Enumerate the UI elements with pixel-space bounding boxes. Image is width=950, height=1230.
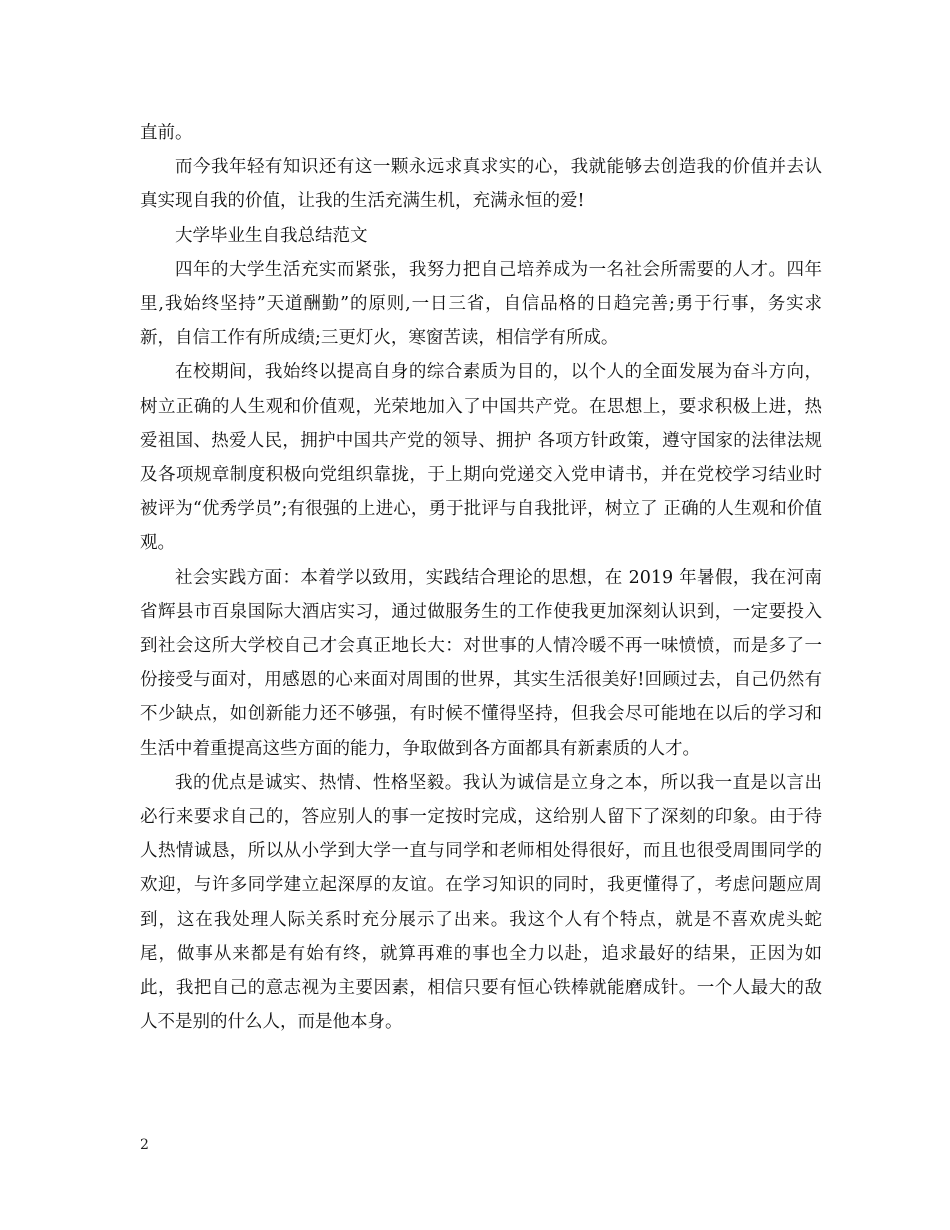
paragraph-continuation: 直前。	[140, 123, 193, 143]
paragraph: 社会实践方面：本着学以致用，实践结合理论的思想，在 2019 年暑假，我在河南省辉县市百泉国际大酒店实习，通过做服务生的工作使我更加深刻认识到，一定要投入到社会这所大学校自己才会真正地长大：对世事的人情冷暖不再一味愤愤，而是多了一份接受与面对，用感恩的心来面对周围的世界，其实生活很美好!回顾过去，自己仍然有不少缺点，如创新能力还不够强，有时候不懂得坚持，但我会尽可能地在以后的学习和生活中着重提高这些方面的能力，争取做到各方面都具有新素质的人才。	[140, 567, 822, 759]
paragraph: 而今我年轻有知识还有这一颗永远求真求实的心，我就能够去创造我的价值并去认真实现自我的价值，让我的生活充满生机，充满永恒的爱!	[140, 157, 822, 212]
page-number: 2	[140, 1137, 149, 1153]
body-text	[140, 116, 822, 1039]
section-heading: 大学毕业生自我总结范文	[175, 225, 368, 246]
paragraph: 四年的大学生活充实而紧张，我努力把自己培养成为一名社会所需要的人才。四年里,我始终坚持”天道酬勤”的原则,一日三省，自信品格的日趋完善;勇于行事，务实求新，自信工作有所成绩;三更灯火，寒窗苦读，相信学有所成。	[140, 259, 822, 349]
paragraph: 在校期间，我始终以提高自身的综合素质为目的，以个人的全面发展为奋斗方向，树立正确的人生观和价值观，光荣地加入了中国共产党。在思想上，要求积极上进，热爱祖国、热爱人民，拥护中国共产党的领导、拥护 各项方针政策，遵守国家的法律法规及各项规章制度积极向党组织靠拢，于上期向党递交入党申请书，并在党校学习结业时被评为“优秀学员”;有很强的上进心，勇于批评与自我批评，树立了 正确的人生观和价值观。	[140, 362, 822, 554]
paragraph: 我的优点是诚实、热情、性格坚毅。我认为诚信是立身之本，所以我一直是以言出必行来要求自己的，答应别人的事一定按时完成，这给别人留下了深刻的印象。由于待人热情诚恳，所以从小学到大学一直与同学和老师相处得很好，而且也很受周围同学的欢迎，与许多同学建立起深厚的友谊。在学习知识的同时，我更懂得了，考虑问题应周到，这在我处理人际关系时充分展示了出来。我这个人有个特点，就是不喜欢虎头蛇尾，做事从来都是有始有终，就算再难的事也全力以赴，追求最好的结果，正因为如此，我把自己的意志视为主要因素，相信只要有恒心铁棒就能磨成针。一个人最大的敌人不是别的什么人，而是他本身。	[140, 772, 822, 1033]
